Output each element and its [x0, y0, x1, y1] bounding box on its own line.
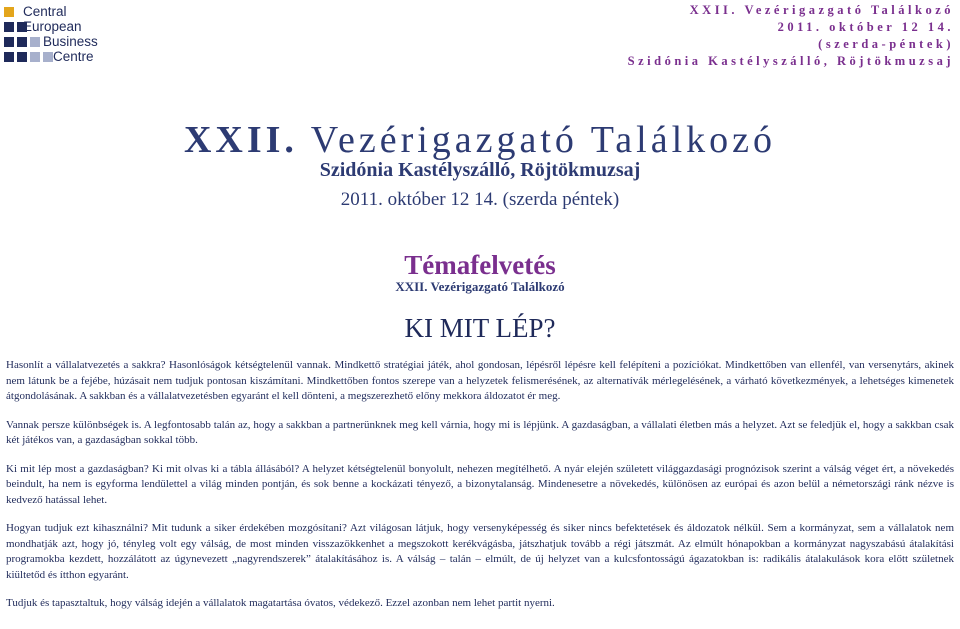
event-header-venue: Szidónia Kastélyszálló, Röjtökmuzsaj	[627, 54, 954, 68]
logo-text: Centre	[53, 49, 94, 64]
cebc-logo	[4, 4, 134, 64]
logo-square-icon	[17, 37, 27, 47]
paragraph: Hogyan tudjuk ezt kihasználni? Mit tudunk a siker érdekében mozgósítani? Azt világosan látjuk, hogy versenyképesség és siker nincs befektetések és áldozatok nélkül. Sem a kormányzat, sem a vállalatok nem mondhatják azt, hogy jó, tényleg volt egy válság, de most minden visszazökkenhet a megszokott kerékvágásba, játszhatjuk tovább a régi játszmát. Az elmúlt hónapokban a kormányzat nagyszabású átalakítási programokba kezdett, hozzálátott az úgynevezett „nagyrendszerek” átalakításához is. A válság – talán – elmúlt, de új helyzet van a kulcsfontosságú ágazatokban is: radikális átalakulások kora előtt születnek kiültetőd és ítthon egyaránt.	[6, 522, 954, 581]
section-question: KI MIT LÉP?	[404, 313, 556, 343]
logo-square-icon	[4, 37, 14, 47]
event-header-title: XXII. Vezérigazgató Találkozó	[689, 3, 954, 17]
logo-square-icon	[4, 52, 14, 62]
logo-square-icon	[4, 7, 14, 17]
paragraph: Hasonlít a vállalatvezetés a sakkra? Hasonlóságok kétségtelenül vannak. Mindkettő stratégiai játék, ahol gondosan, lépésről lépésre kell felépíteni a pozíciókat. Mindkettőben van ellenfél, van versenytárs, akinek nem látunk be a fejébe, húzásait nem tudjuk pontosan kiszámítani. Mindkettőben fontos szerepe van a helyzetek felismerésének, az alternatívák mérlegelésének, a várható következmények, a lehetséges kimenetek átgondolásának. A sakkban és a vállalatvezetésben egyaránt el kell dönteni, a megszerezhető előny mekkora áldozatot ér meg.	[6, 359, 954, 402]
logo-square-icon	[17, 52, 27, 62]
logo-row-4	[4, 49, 134, 64]
event-header-dates: 2011. október 12 14.	[777, 20, 954, 34]
logo-text: Central	[23, 4, 67, 19]
page-title	[0, 118, 960, 162]
logo-square-icon	[30, 37, 40, 47]
article-body	[6, 358, 954, 625]
logo-row-3	[4, 34, 134, 49]
logo-square-icon	[43, 52, 53, 62]
logo-square-icon	[4, 22, 14, 32]
paragraph: Vannak persze különbségek is. A legfontosabb talán az, hogy a sakkban a partnerünknek meg kell várnia, hogy mi is lépjünk. A gazdaságban, a vállalati életben más a helyzet. Azt se feledjük el, hogy a sakkban csak két játékos van, a gazdaságban sokkal több.	[6, 418, 954, 446]
section-heading: Témafelvetés	[404, 250, 556, 280]
title-prefix: XXII.	[183, 119, 298, 161]
paragraph: Tudjuk és tapasztaltuk, hogy válság idején a vállalatok magatartása óvatos, védekező. Ezzel azonban nem lehet partit nyerni.	[6, 597, 555, 609]
title-rest: Vezérigazgató Találkozó	[297, 119, 777, 161]
section-subheading: XXII. Vezérigazgató Találkozó	[395, 279, 565, 294]
paragraph: Ki mit lép most a gazdaságban? Ki mit olvas ki a tábla állásából? A helyzet kétségtelenül bonyolult, nehezen megítélhető. A nyár elején született világgazdasági prognózisok szerint a válság véget ért, a növekedés beindult, ha nem is egyforma lendülettel a világ minden pontján, és sok benne a kockázati tényező, a bizonytalanság. Mindenesetre a növekedés, különösen az európai és azon belül a németországi ránk nézve is kedvező hatással lehet.	[6, 462, 954, 506]
event-header	[628, 2, 954, 70]
event-header-days: (szerda-péntek)	[818, 37, 954, 51]
event-dates: 2011. október 12 14. (szerda péntek)	[340, 189, 620, 210]
logo-text: European	[23, 19, 82, 34]
logo-text: Business	[43, 34, 98, 49]
venue-subtitle: Szidónia Kastélyszálló, Röjtökmuzsaj	[319, 159, 641, 181]
logo-row-1	[4, 4, 134, 19]
logo-row-2	[4, 19, 134, 34]
logo-square-icon	[30, 52, 40, 62]
